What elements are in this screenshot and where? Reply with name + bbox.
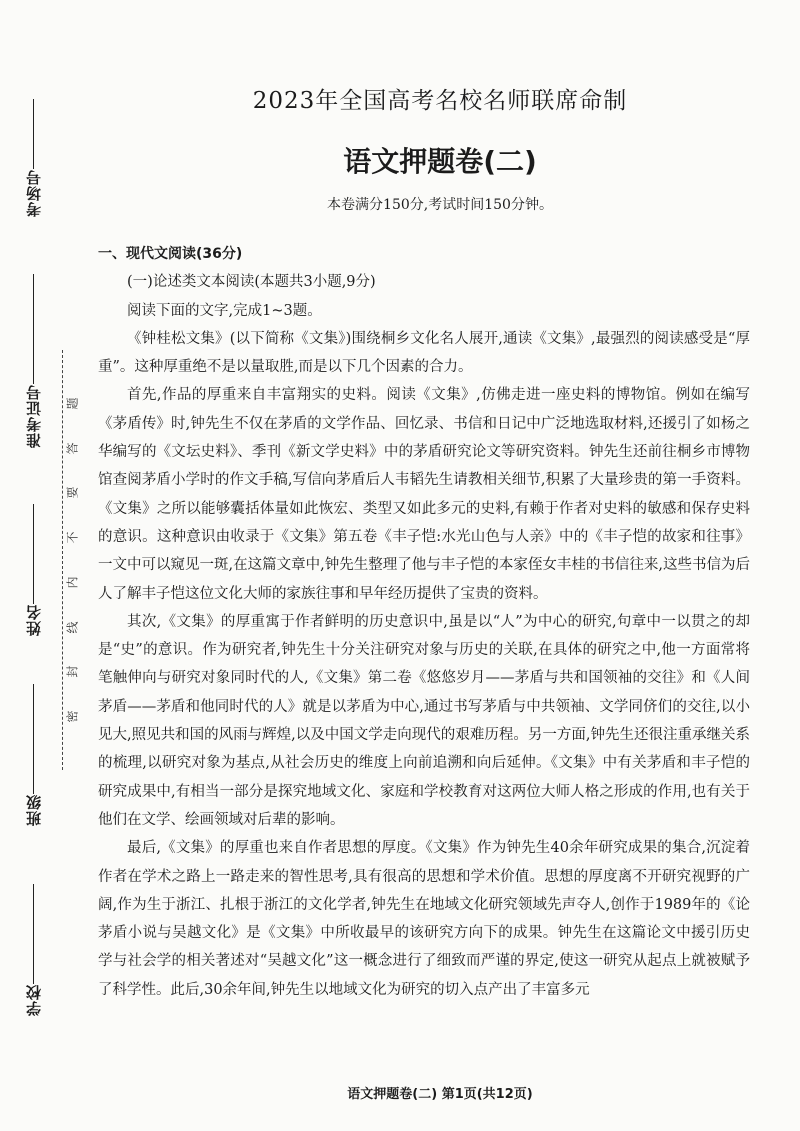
binding-margin bbox=[0, 0, 80, 1131]
instruction: 阅读下面的文字,完成1~3题。 bbox=[127, 302, 322, 319]
seal-char: 内 bbox=[65, 576, 80, 589]
exam-room-blank[interactable] bbox=[33, 99, 34, 169]
paragraph: 首先,作品的厚重来自丰富翔实的史料。阅读《文集》,仿佛走进一座史料的博物馆。例如在编写《茅盾传》时,钟先生不仅在茅盾的文学作品、回忆录、书信和日记中广泛地选取材料,还援引了如杨之华编写的《文坛史料》、季刊《新文学史料》中的茅盾研究论文等研究资料。钟先生还前往桐乡市博物馆查阅茅盾小学时的作文手稿,写信向茅盾后人韦韬先生请教相关细节,积累了大量珍贵的第一手资料。《文集》之所以能够囊括体量如此恢宏、类型又如此多元的史料,有赖于作者对史料的敏感和保存史料的意识。这种意识由收录于《文集》第五卷《丰子恺:水光山色与人亲》中的《丰子恺的故家和往事》一文中可以窥见一斑,在这篇文章中,钟先生整理了他与丰子恺的本家侄女丰桂的书信往来,这些书信为后人了解丰子恺这位文化大师的家族往事和早年经历提供了宝贵的资料。 bbox=[98, 387, 750, 602]
seal-char: 题 bbox=[65, 397, 80, 410]
seal-char: 要 bbox=[65, 486, 80, 499]
exam-series-title: 2023年全国高考名校名师联席命制 bbox=[252, 88, 628, 114]
score-time-note: 本卷满分150分,考试时间150分钟。 bbox=[327, 197, 553, 213]
name-field[interactable] bbox=[10, 500, 56, 636]
seal-char: 封 bbox=[65, 665, 80, 678]
paragraph: 其次,《文集》的厚重寓于作者鲜明的历史意识中,虽是以“人”为中心的研究,句章中一以贯之的却是“史”的意识。作为研究者,钟先生十分关注研究对象与历史的关联,在具体的研究之中,他一方面常将笔触伸向与研究对象同时代的人,《文集》第二卷《悠悠岁月——茅盾与共和国领袖的交往》和《人间茅盾——茅盾和他同时代的人》就是以茅盾为中心,通过书写茅盾与中共领袖、文学同侪们的交往,以小见大,照见共和国的风雨与辉煌,以及中国文学走向现代的艰难历程。另一方面,钟先生还很注重承继关系的梳理,以研究对象为基点,从社会历史的维度上向前追溯和向后延伸。《文集》中有关茅盾和丰子恺的研究成果中,有相当一部分是探究地域文化、家庭和学校教育对这两位大师人格之形成的作用,也有关于他们在文学、绘画领域对后辈的影响。 bbox=[98, 613, 750, 828]
school-blank[interactable] bbox=[33, 884, 34, 984]
ticket-number-label: 准考证号 bbox=[24, 384, 43, 448]
school-label: 学校 bbox=[24, 984, 43, 1016]
ticket-number-field[interactable] bbox=[10, 270, 56, 448]
seal-dashed-line bbox=[62, 350, 63, 770]
seal-char: 不 bbox=[65, 531, 80, 544]
class-blank[interactable] bbox=[33, 684, 34, 794]
paragraph: 最后,《文集》的厚重也来自作者思想的厚度。《文集》作为钟先生40余年研究成果的集合,沉淀着作者在学术之路上一路走来的智性思考,具有很高的思想和学术价值。思想的厚度离不开研究视野的广阔,作为生于浙江、扎根于浙江的文化学者,钟先生在地域文化研究领域先声夺人,创作于1989年的《论茅盾小说与吴越文化》是《文集》中所收最早的该研究方向下的成果。钟先生在这篇论文中援引历史学与社会学的相关著述对“吴越文化”这一概念进行了细致而严谨的界定,使这一研究从起点上就被赋予了科学性。此后,30余年间,钟先生以地域文化为研究的切入点产出了丰富多元 bbox=[98, 840, 750, 998]
seal-warning bbox=[66, 395, 78, 725]
page-footer: 语文押题卷(二) 第1页(共12页) bbox=[347, 1087, 533, 1102]
paper-title: 语文押题卷(二) bbox=[343, 145, 537, 178]
subsection-heading: (一)论述类文本阅读(本题共3小题,9分) bbox=[127, 274, 376, 291]
section-heading: 一、现代文阅读(36分) bbox=[98, 246, 243, 262]
class-label: 班级 bbox=[24, 794, 43, 826]
ticket-number-blank[interactable] bbox=[33, 274, 34, 384]
name-label: 姓名 bbox=[24, 604, 43, 636]
name-blank[interactable] bbox=[33, 504, 34, 604]
exam-room-label: 考场号 bbox=[24, 169, 43, 217]
seal-char: 密 bbox=[65, 710, 80, 723]
school-field[interactable] bbox=[10, 880, 56, 1016]
paragraph: 《钟桂松文集》(以下简称《文集》)围绕桐乡文化名人展开,通读《文集》,最强烈的阅读感受是“厚重”。这种厚重绝不是以量取胜,而是以下几个因素的合力。 bbox=[98, 330, 750, 376]
seal-char: 答 bbox=[65, 442, 80, 455]
class-field[interactable] bbox=[10, 680, 56, 826]
reading-content bbox=[98, 240, 750, 1004]
seal-char: 线 bbox=[65, 621, 80, 634]
exam-room-field[interactable] bbox=[10, 95, 56, 217]
